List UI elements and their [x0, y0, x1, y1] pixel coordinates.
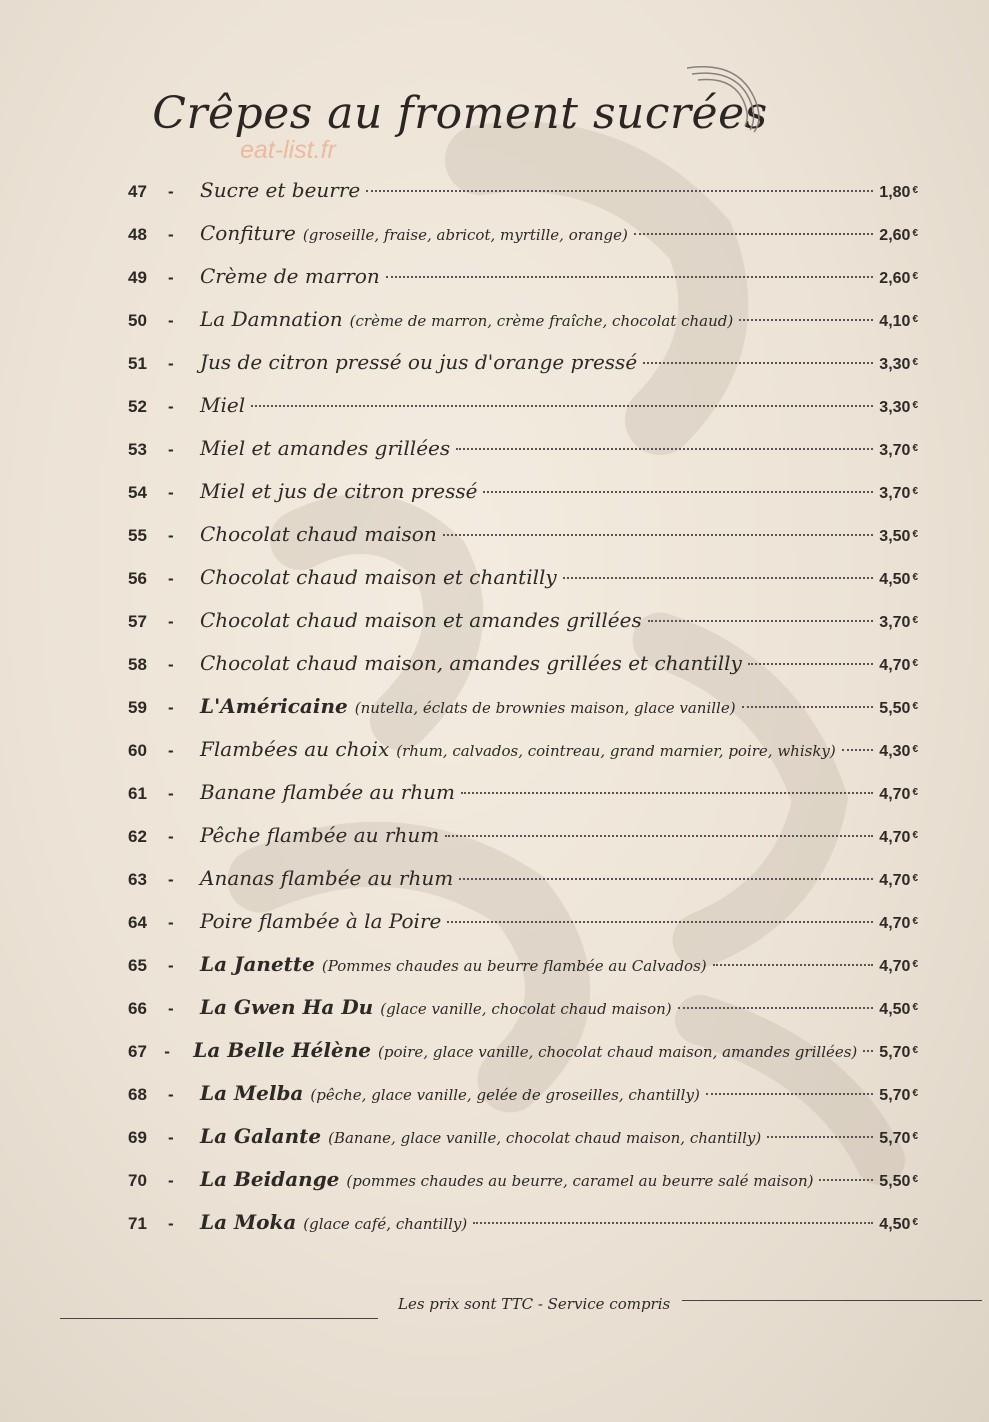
footer-note: Les prix sont TTC - Service compris: [398, 1295, 671, 1313]
menu-item: [128, 823, 918, 866]
dot-leader: [456, 448, 873, 450]
dot-leader: [748, 663, 873, 665]
item-detail: (pommes chaudes au beurre, caramel au beurre salé maison): [346, 1172, 814, 1190]
item-name: Miel: [200, 393, 246, 417]
price-value: 4,70: [879, 829, 911, 846]
price-value: 4,70: [879, 786, 911, 803]
item-price: [879, 528, 918, 546]
menu-item: [128, 1038, 918, 1081]
price-value: 5,50: [879, 1173, 911, 1190]
item-detail: (pêche, glace vanille, gelée de groseilles, chantilly): [310, 1086, 700, 1104]
item-number: 70: [128, 1171, 147, 1190]
item-separator: -: [168, 311, 174, 330]
item-number: 69: [128, 1128, 147, 1147]
item-name: La Beidange: [200, 1167, 340, 1191]
item-detail: (Pommes chaudes au beurre flambée au Calvados): [321, 957, 707, 975]
euro-sign: €: [912, 357, 918, 368]
dot-leader: [447, 921, 873, 923]
price-value: 3,50: [879, 528, 911, 545]
item-separator: -: [168, 354, 174, 373]
item-price: [879, 1001, 918, 1019]
item-name: Chocolat chaud maison et amandes grillées: [200, 608, 642, 632]
euro-sign: €: [912, 1088, 918, 1099]
menu-item: [128, 393, 918, 436]
item-number: 64: [128, 913, 147, 932]
euro-sign: €: [912, 443, 918, 454]
menu-item: [128, 350, 918, 393]
menu-item: [128, 264, 918, 307]
item-detail: (groseille, fraise, abricot, myrtille, orange): [302, 226, 628, 244]
euro-sign: €: [912, 486, 918, 497]
item-separator: -: [168, 956, 174, 975]
item-price: [879, 958, 918, 976]
item-separator: -: [168, 182, 174, 201]
item-number: 54: [128, 483, 147, 502]
euro-sign: €: [912, 529, 918, 540]
dot-leader: [767, 1136, 873, 1138]
item-name: Chocolat chaud maison: [200, 522, 437, 546]
item-name: Poire flambée à la Poire: [200, 909, 442, 933]
dot-leader: [483, 491, 873, 493]
item-price: [879, 1216, 918, 1234]
dot-leader: [461, 792, 873, 794]
item-number: 53: [128, 440, 147, 459]
item-detail: (glace vanille, chocolat chaud maison): [380, 1000, 672, 1018]
item-name: La Galante: [200, 1124, 322, 1148]
menu-item: [128, 436, 918, 479]
menu-item: [128, 1210, 918, 1253]
item-number: 56: [128, 569, 147, 588]
price-value: 4,50: [879, 571, 911, 588]
item-separator: -: [168, 268, 174, 287]
dot-leader: [445, 835, 873, 837]
price-value: 3,70: [879, 614, 911, 631]
price-value: 4,50: [879, 1001, 911, 1018]
item-name: Crème de marron: [200, 264, 380, 288]
price-value: 5,70: [879, 1130, 911, 1147]
menu-item: [128, 565, 918, 608]
menu-list: [128, 178, 918, 1253]
euro-sign: €: [912, 400, 918, 411]
item-name: La Damnation: [200, 307, 343, 331]
item-price: [879, 1044, 918, 1062]
item-number: 48: [128, 225, 147, 244]
euro-sign: €: [912, 271, 918, 282]
item-number: 63: [128, 870, 147, 889]
item-name: Pêche flambée au rhum: [200, 823, 440, 847]
item-separator: -: [168, 698, 174, 717]
dot-leader: [678, 1007, 874, 1009]
euro-sign: €: [912, 744, 918, 755]
dot-leader: [251, 405, 873, 407]
euro-sign: €: [912, 1217, 918, 1228]
item-price: [879, 399, 918, 417]
item-separator: -: [168, 913, 174, 932]
menu-item: [128, 694, 918, 737]
menu-item: [128, 479, 918, 522]
menu-item: [128, 1124, 918, 1167]
menu-item: [128, 1167, 918, 1210]
item-separator: -: [168, 1171, 174, 1190]
price-value: 4,30: [879, 743, 911, 760]
item-price: [879, 1087, 918, 1105]
item-number: 62: [128, 827, 147, 846]
item-detail: (nutella, éclats de brownies maison, glace vanille): [354, 699, 736, 717]
item-number: 52: [128, 397, 147, 416]
item-number: 65: [128, 956, 147, 975]
menu-item: [128, 866, 918, 909]
item-price: [879, 313, 918, 331]
dot-leader: [473, 1222, 873, 1224]
euro-sign: €: [912, 830, 918, 841]
euro-sign: €: [912, 873, 918, 884]
item-name: Chocolat chaud maison et chantilly: [200, 565, 557, 589]
item-number: 60: [128, 741, 147, 760]
item-name: Ananas flambée au rhum: [200, 866, 454, 890]
item-price: [879, 227, 918, 245]
euro-sign: €: [912, 916, 918, 927]
item-detail: (crème de marron, crème fraîche, chocolat chaud): [349, 312, 734, 330]
item-name: L'Américaine: [200, 694, 348, 718]
item-name: Jus de citron pressé ou jus d'orange pressé: [200, 350, 638, 374]
item-separator: -: [168, 569, 174, 588]
item-name: La Gwen Ha Du: [200, 995, 374, 1019]
dot-leader: [842, 749, 874, 751]
item-price: [879, 485, 918, 503]
price-value: 2,60: [879, 227, 911, 244]
item-separator: -: [168, 225, 174, 244]
dot-leader: [819, 1179, 873, 1181]
price-value: 1,80: [879, 184, 911, 201]
item-detail: (glace café, chantilly): [303, 1215, 468, 1233]
item-price: [879, 657, 918, 675]
item-separator: -: [168, 1128, 174, 1147]
euro-sign: €: [912, 314, 918, 325]
dot-leader: [366, 190, 873, 192]
menu-item: [128, 780, 918, 823]
item-price: [879, 356, 918, 374]
item-price: [879, 184, 918, 202]
euro-sign: €: [912, 1002, 918, 1013]
price-value: 3,30: [879, 399, 911, 416]
dot-leader: [706, 1093, 873, 1095]
item-name: Confiture: [200, 221, 296, 245]
dot-leader: [443, 534, 874, 536]
euro-sign: €: [912, 701, 918, 712]
site-watermark: eat-list.fr: [240, 136, 336, 164]
price-value: 5,70: [879, 1044, 911, 1061]
item-separator: -: [168, 999, 174, 1018]
menu-item: [128, 909, 918, 952]
footer: [0, 1290, 989, 1320]
item-price: [879, 571, 918, 589]
item-separator: -: [168, 784, 174, 803]
item-name: Banane flambée au rhum: [200, 780, 456, 804]
item-name: La Janette: [200, 952, 315, 976]
item-name: La Moka: [200, 1210, 297, 1234]
item-number: 66: [128, 999, 147, 1018]
price-value: 4,70: [879, 915, 911, 932]
dot-leader: [634, 233, 873, 235]
menu-item: [128, 952, 918, 995]
dot-leader: [739, 319, 873, 321]
item-separator: -: [168, 612, 174, 631]
dot-leader: [863, 1050, 873, 1052]
price-value: 4,70: [879, 657, 911, 674]
item-price: [879, 872, 918, 890]
item-separator: -: [168, 655, 174, 674]
page-title: Crêpes au froment sucrées: [152, 88, 768, 139]
item-price: [879, 829, 918, 847]
euro-sign: €: [912, 787, 918, 798]
euro-sign: €: [912, 658, 918, 669]
item-name: Sucre et beurre: [200, 178, 361, 202]
item-separator: -: [164, 1042, 170, 1061]
dot-leader: [742, 706, 874, 708]
item-price: [879, 614, 918, 632]
menu-item: [128, 522, 918, 565]
item-number: 71: [128, 1214, 147, 1233]
euro-sign: €: [912, 572, 918, 583]
euro-sign: €: [912, 1045, 918, 1056]
item-price: [879, 700, 918, 718]
swirl-ornament-icon: [682, 60, 772, 150]
menu-item: [128, 307, 918, 350]
price-value: 3,70: [879, 442, 911, 459]
item-separator: -: [168, 526, 174, 545]
item-number: 47: [128, 182, 147, 201]
item-number: 59: [128, 698, 147, 717]
euro-sign: €: [912, 959, 918, 970]
dot-leader: [459, 878, 873, 880]
item-separator: -: [168, 741, 174, 760]
euro-sign: €: [912, 1174, 918, 1185]
dot-leader: [563, 577, 874, 579]
item-price: [879, 1173, 918, 1191]
item-detail: (rhum, calvados, cointreau, grand marnier, poire, whisky): [396, 742, 836, 760]
price-value: 2,60: [879, 270, 911, 287]
price-value: 4,70: [879, 958, 911, 975]
item-number: 58: [128, 655, 147, 674]
item-separator: -: [168, 870, 174, 889]
item-separator: -: [168, 1214, 174, 1233]
price-value: 3,30: [879, 356, 911, 373]
item-price: [879, 270, 918, 288]
footer-divider-right: [682, 1300, 982, 1301]
item-separator: -: [168, 827, 174, 846]
menu-item: [128, 221, 918, 264]
menu-item: [128, 178, 918, 221]
item-separator: -: [168, 483, 174, 502]
menu-item: [128, 995, 918, 1038]
euro-sign: €: [912, 228, 918, 239]
item-separator: -: [168, 397, 174, 416]
item-name: La Melba: [200, 1081, 304, 1105]
item-name: Chocolat chaud maison, amandes grillées et chantilly: [200, 651, 742, 675]
item-name: La Belle Hélène: [193, 1038, 371, 1062]
item-number: 61: [128, 784, 147, 803]
item-price: [879, 442, 918, 460]
item-number: 51: [128, 354, 147, 373]
menu-item: [128, 608, 918, 651]
item-name: Miel et amandes grillées: [200, 436, 451, 460]
price-value: 4,50: [879, 1216, 911, 1233]
item-price: [879, 743, 918, 761]
item-detail: (poire, glace vanille, chocolat chaud maison, amandes grillées): [377, 1043, 858, 1061]
dot-leader: [713, 964, 874, 966]
item-price: [879, 1130, 918, 1148]
item-name: Miel et jus de citron pressé: [200, 479, 478, 503]
item-price: [879, 915, 918, 933]
menu-item: [128, 1081, 918, 1124]
price-value: 5,50: [879, 700, 911, 717]
dot-leader: [648, 620, 874, 622]
menu-item: [128, 651, 918, 694]
price-value: 4,10: [879, 313, 911, 330]
item-number: 55: [128, 526, 147, 545]
euro-sign: €: [912, 185, 918, 196]
menu-item: [128, 737, 918, 780]
item-separator: -: [168, 440, 174, 459]
item-name: Flambées au choix: [200, 737, 390, 761]
euro-sign: €: [912, 1131, 918, 1142]
price-value: 3,70: [879, 485, 911, 502]
price-value: 5,70: [879, 1087, 911, 1104]
item-number: 49: [128, 268, 147, 287]
item-number: 67: [128, 1042, 147, 1061]
item-number: 50: [128, 311, 147, 330]
item-number: 68: [128, 1085, 147, 1104]
euro-sign: €: [912, 615, 918, 626]
item-price: [879, 786, 918, 804]
item-number: 57: [128, 612, 147, 631]
price-value: 4,70: [879, 872, 911, 889]
item-detail: (Banane, glace vanille, chocolat chaud maison, chantilly): [328, 1129, 762, 1147]
item-separator: -: [168, 1085, 174, 1104]
dot-leader: [643, 362, 873, 364]
footer-divider-left: [60, 1318, 378, 1319]
dot-leader: [386, 276, 874, 278]
